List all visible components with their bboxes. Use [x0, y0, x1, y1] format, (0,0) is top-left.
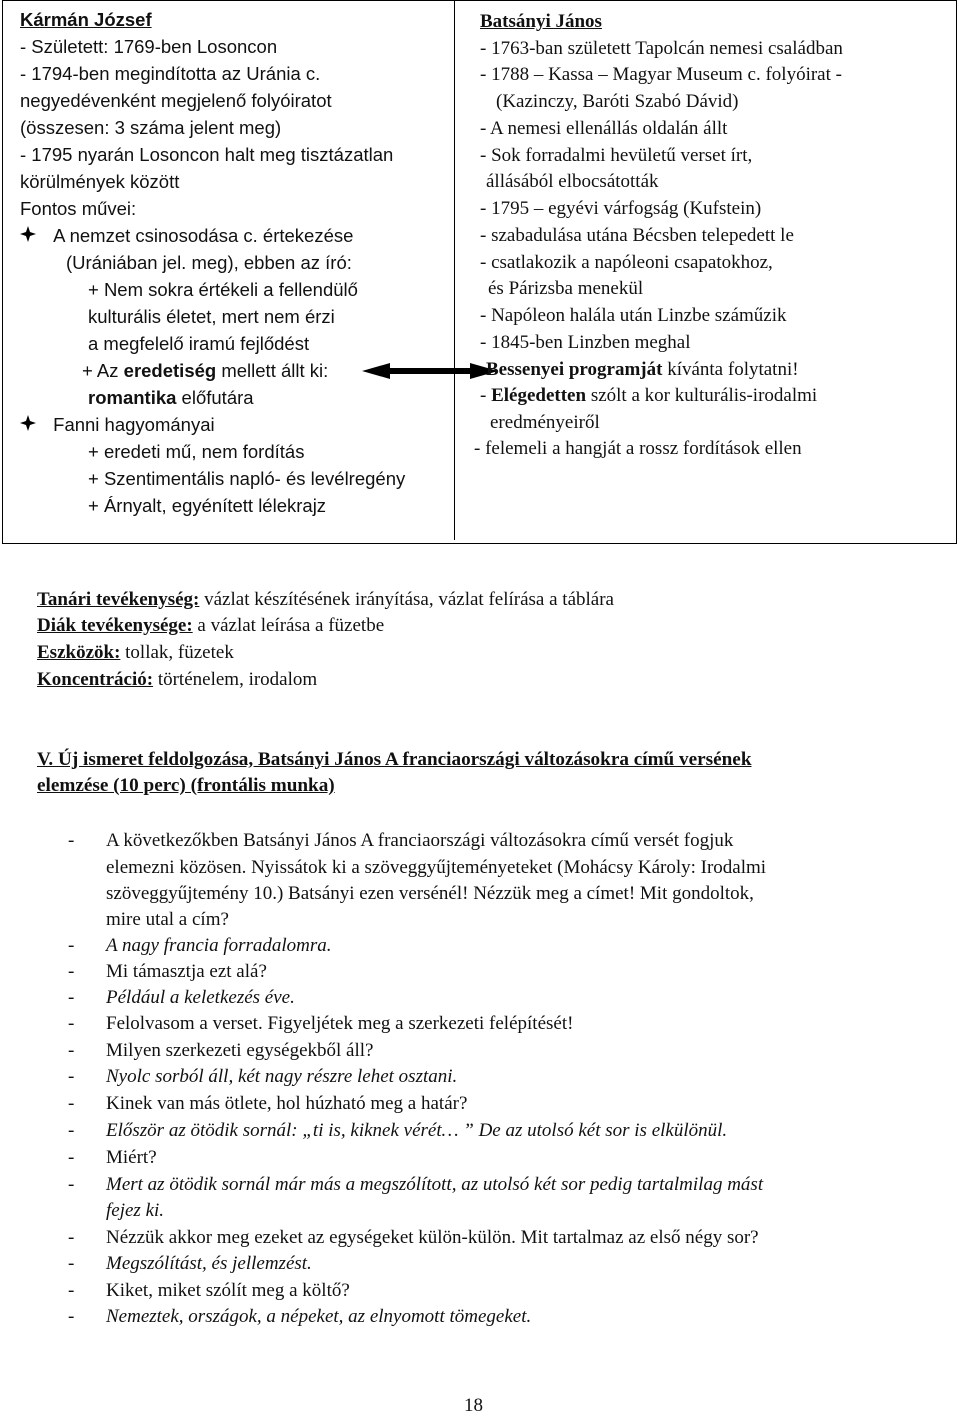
section-heading: elemzése (10 perc) (frontális munka) — [37, 775, 335, 796]
eredetiseg-bold: eredetiség — [123, 360, 217, 381]
left-line: (összesen: 3 száma jelent meg) — [20, 117, 282, 138]
work1-line: + Nem sokra értékeli a fellendülő — [88, 279, 358, 300]
qa-item: Kinek van más ötlete, hol húzható meg a határ? — [106, 1093, 468, 1114]
right-line: (Kazinczy, Baróti Szabó Dávid) — [496, 91, 739, 112]
work2-line: + Árnyalt, egyénített lélekrajz — [88, 495, 327, 516]
right-line: - felemeli a hangját a rossz fordítások ellen — [474, 438, 802, 459]
work1-line: romantika előfutára — [88, 387, 254, 408]
konc-label: Koncentráció: — [37, 669, 154, 690]
work2-line: + eredeti mű, nem fordítás — [88, 441, 305, 462]
left-line: negyedévenként megjelenő folyóiratot — [20, 90, 332, 111]
right-line: - szabadulása utána Bécsben telepedett le — [480, 225, 794, 246]
right-line: - 1788 – Kassa – Magyar Museum c. folyóirat - — [480, 64, 842, 85]
left-line: - 1794-ben megindította az Uránia c. — [20, 63, 321, 84]
qa-item: Miért? — [106, 1147, 157, 1168]
qa-item: fejez ki. — [106, 1200, 165, 1221]
right-line: - 1763-ban született Tapolcán nemesi családban — [480, 38, 843, 59]
right-title: Batsányi János — [480, 11, 602, 32]
right-line: eredményeiről — [490, 412, 600, 433]
work1-title: A nemzet csinosodása c. értekezése — [53, 225, 354, 246]
right-line: és Párizsba menekül — [488, 278, 644, 299]
eszkozok-text: tollak, füzetek — [120, 642, 234, 663]
romantika-bold: romantika — [88, 387, 177, 408]
left-line: Fontos művei: — [20, 198, 137, 219]
left-line: - Született: 1769-ben Losoncon — [20, 36, 278, 57]
left-line: körülmények között — [20, 171, 180, 192]
qa-item: Nézzük akkor meg ezeket az egységeket külön-külön. Mit tartalmaz az első négy sor? — [106, 1227, 759, 1248]
work2-line: + Szentimentális napló- és levélregény — [88, 468, 406, 489]
work2-title: Fanni hagyományai — [53, 414, 215, 435]
qa-item: Először az ötödik sornál: „ti is, kiknek vérét… ” De az utolsó két sor is elkülönül. — [106, 1120, 728, 1141]
qa-item: Nemeztek, országok, a népeket, az elnyomott tömegeket. — [106, 1306, 532, 1327]
qa-item: Mert az ötödik sornál már más a megszólított, az utolsó két sor pedig tartalmilag mást — [106, 1174, 764, 1195]
work1-line: kulturális életet, mert nem érzi — [88, 306, 335, 327]
diak-label: Diák tevékenysége: — [37, 615, 193, 636]
left-title: Kármán József — [20, 9, 152, 30]
diamond-bullet-icon — [20, 413, 38, 437]
right-line: Bessenyei programját kívánta folytatni! — [486, 359, 799, 380]
qa-item: Mi támasztja ezt alá? — [106, 961, 267, 982]
right-line: - A nemesi ellenállás oldalán állt — [480, 118, 728, 139]
intro-line: szöveggyűjtemény 10.) Batsányi ezen versénél! Nézzük meg a címet! Mit gondoltok, — [106, 883, 754, 904]
right-line: állásából elbocsátották — [486, 171, 659, 192]
diamond-bullet-icon — [20, 224, 38, 248]
qa-item: Megszólítást, és jellemzést. — [106, 1253, 312, 1274]
work1-line: a megfelelő iramú fejlődést — [88, 333, 310, 354]
work1-line: + Az eredetiség mellett állt ki: — [82, 360, 329, 381]
table-divider — [454, 0, 455, 540]
double-arrow-icon — [360, 356, 500, 386]
eszkozok-label: Eszközök: — [37, 642, 121, 663]
right-line: - Napóleon halála után Linzbe száműzik — [480, 305, 787, 326]
qa-item: Például a keletkezés éve. — [106, 987, 295, 1008]
konc-text: történelem, irodalom — [153, 669, 318, 690]
section-heading: V. Új ismeret feldolgozása, Batsányi János A franciaországi változásokra című versének — [37, 749, 752, 770]
page-number: 18 — [464, 1395, 483, 1416]
intro-line: elemezni közösen. Nyissátok ki a szöveggyűjteményeteket (Mohácsy Károly: Irodalmi — [106, 857, 767, 878]
elegedetten-bold: Elégedetten — [491, 385, 587, 406]
left-line: - 1795 nyarán Losoncon halt meg tisztázatlan — [20, 144, 394, 165]
tanari-text: vázlat készítésének irányítása, vázlat felírása a táblára — [199, 589, 614, 610]
qa-item: Kiket, miket szólít meg a költő? — [106, 1280, 350, 1301]
right-line: - 1795 – egyévi várfogság (Kufstein) — [480, 198, 762, 219]
right-line: - 1845-ben Linzben meghal — [480, 332, 691, 353]
qa-item: Felolvasom a verset. Figyeljétek meg a szerkezeti felépítését! — [106, 1013, 574, 1034]
tanari-label: Tanári tevékenység: — [37, 589, 200, 610]
intro-line: mire utal a cím? — [106, 909, 229, 930]
right-line: - csatlakozik a napóleoni csapatokhoz, — [480, 252, 773, 273]
diak-text: a vázlat leírása a füzetbe — [192, 615, 385, 636]
right-line: - Elégedetten szólt a kor kulturális-irodalmi — [480, 385, 818, 406]
bessenyei-bold: Bessenyei programját — [486, 359, 663, 380]
right-line: - Sok forradalmi hevületű verset írt, — [480, 145, 753, 166]
qa-item: Milyen szerkezeti egységekből áll? — [106, 1040, 374, 1061]
work1-line: (Urániában jel. meg), ebben az író: — [66, 252, 352, 273]
qa-item: Nyolc sorból áll, két nagy részre lehet osztani. — [106, 1066, 458, 1087]
intro-line: A következőkben Batsányi János A franciaországi változásokra című versét fogjuk — [106, 830, 734, 851]
qa-item: A nagy francia forradalomra. — [106, 935, 332, 956]
